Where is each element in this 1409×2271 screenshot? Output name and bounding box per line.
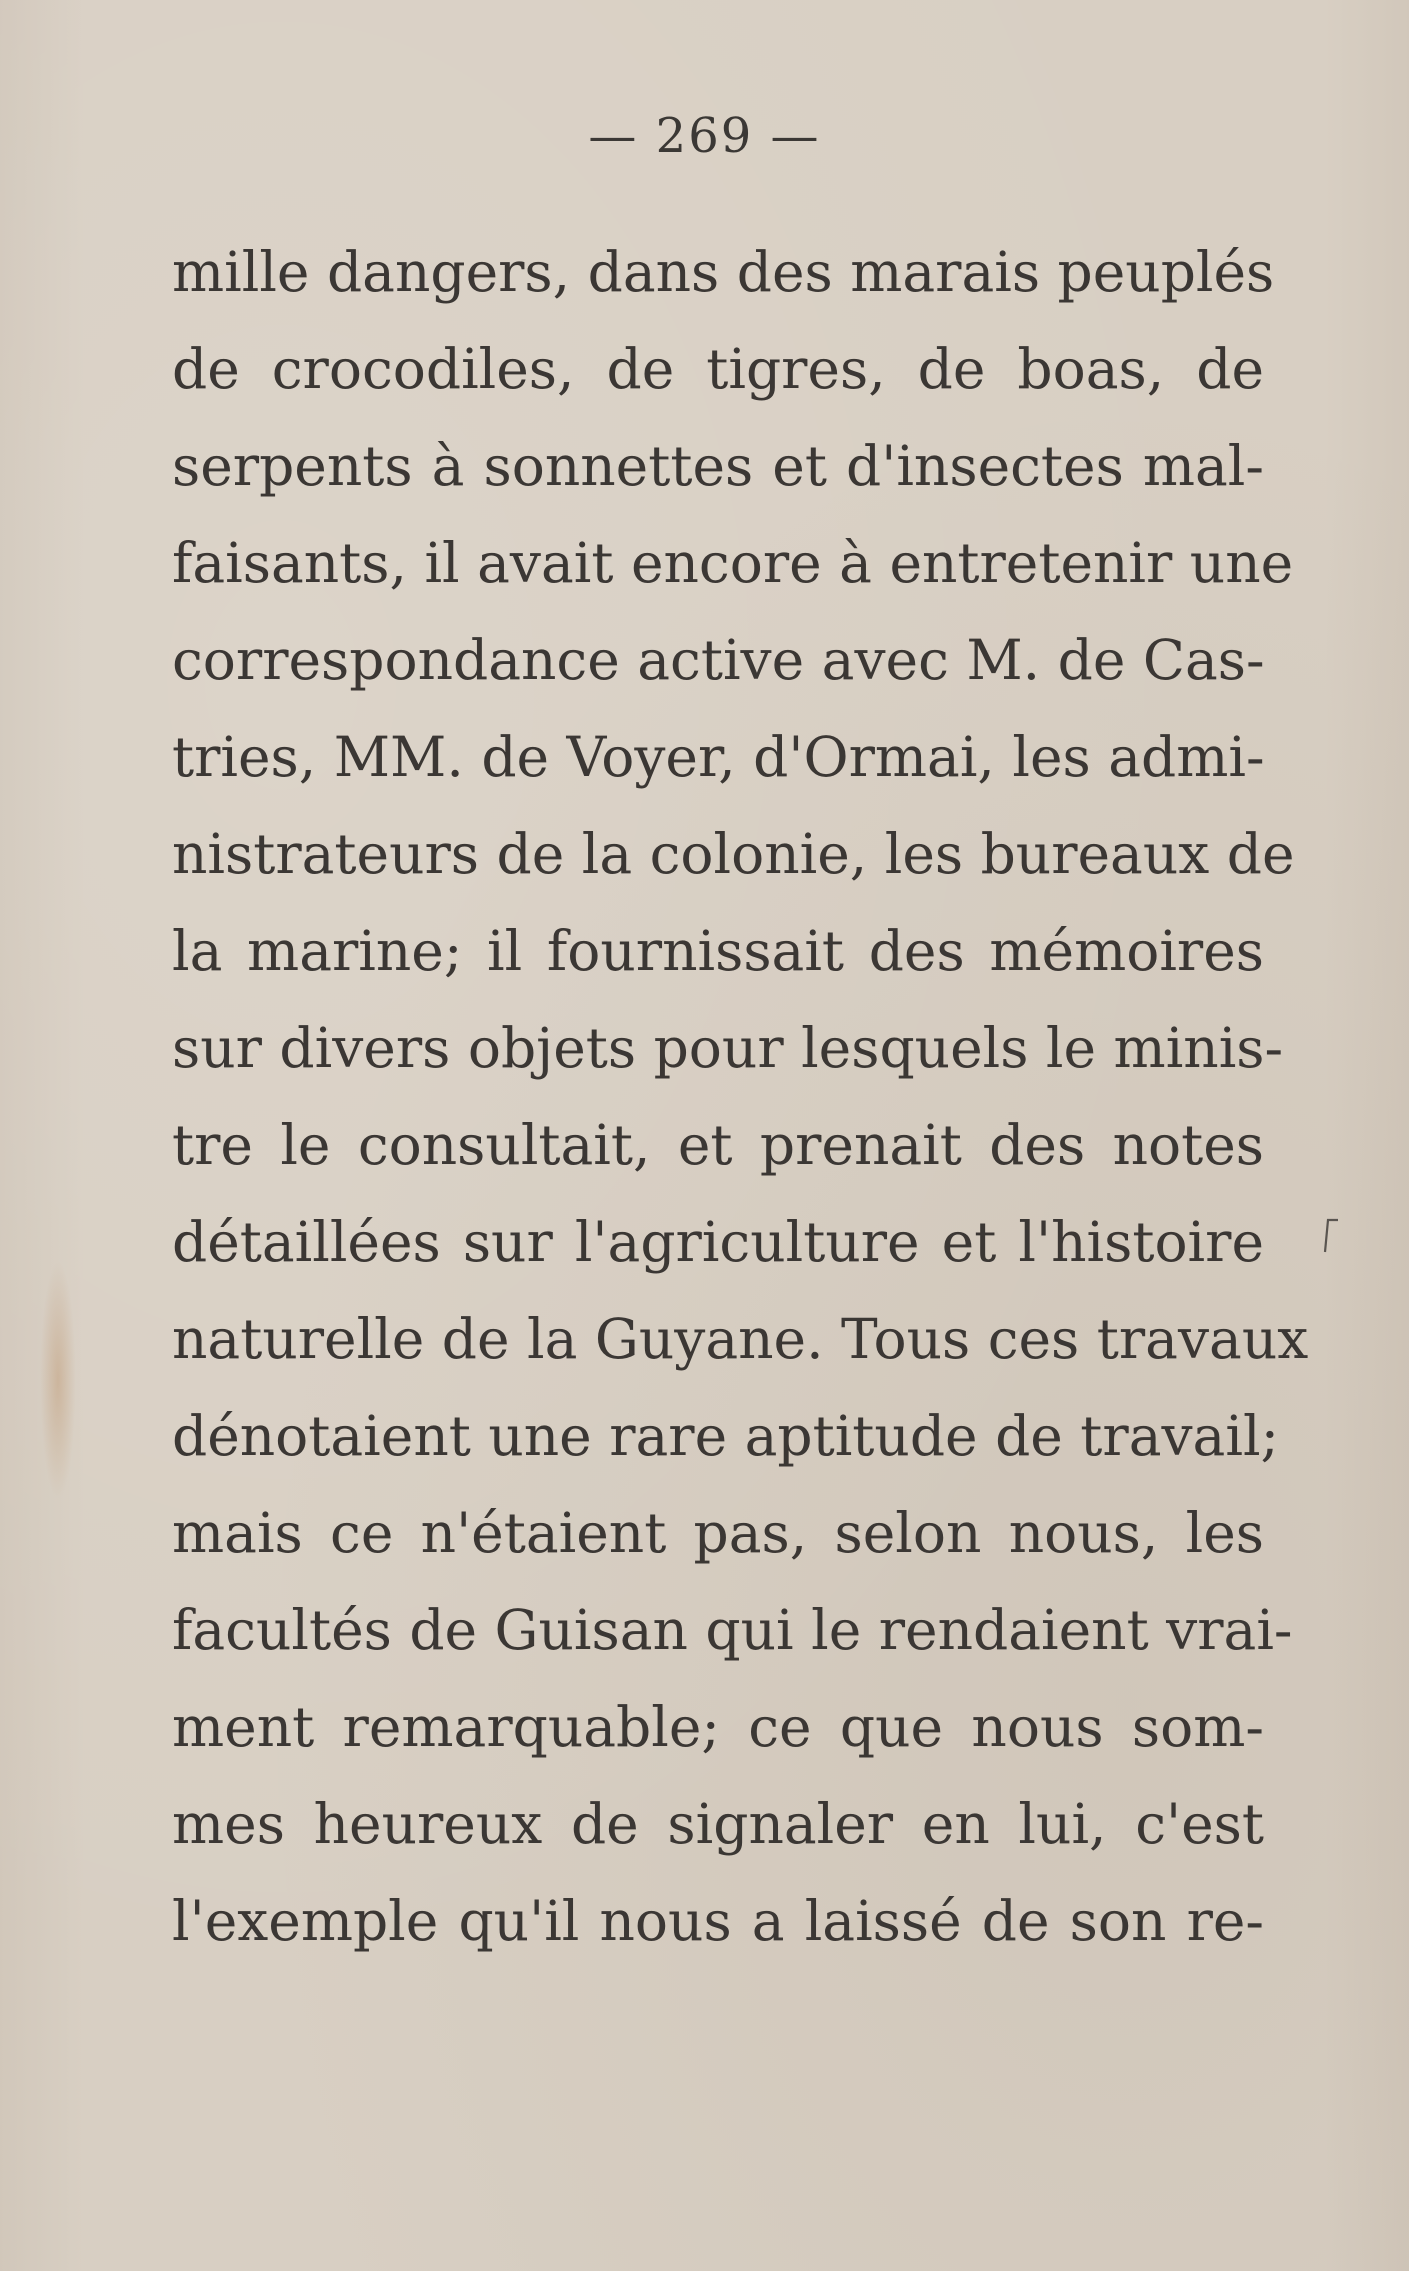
- text-line: mille dangers, dans des marais peuplés: [172, 240, 1275, 304]
- margin-bracket-icon: [1322, 1218, 1342, 1254]
- text-line: mais ce n'étaient pas, selon nous, les: [172, 1501, 1264, 1565]
- text-line: la marine; il fournissait des mémoires: [172, 919, 1264, 983]
- text-line: détaillées sur l'agriculture et l'histoire: [172, 1210, 1264, 1274]
- text-line: dénotaient une rare aptitude de travail;: [172, 1404, 1280, 1468]
- text-line: mes heureux de signaler en lui, c'est: [172, 1792, 1264, 1856]
- text-line: faisants, il avait encore à entretenir une: [172, 531, 1294, 595]
- text-line: correspondance active avec M. de Cas-: [172, 628, 1265, 692]
- text-line: nistrateurs de la colonie, les bureaux de: [172, 822, 1295, 886]
- page-number: — 269 —: [588, 108, 821, 164]
- text-line: facultés de Guisan qui le rendaient vrai-: [172, 1598, 1293, 1662]
- text-line: serpents à sonnettes et d'insectes mal-: [172, 434, 1264, 498]
- text-line: naturelle de la Guyane. Tous ces travaux: [172, 1307, 1309, 1371]
- text-line: tries, MM. de Voyer, d'Ormai, les admi-: [172, 725, 1265, 789]
- text-line: l'exemple qu'il nous a laissé de son re-: [172, 1889, 1264, 1953]
- body-text: [172, 224, 1309, 1970]
- text-line: sur divers objets pour lesquels le minis-: [172, 1016, 1284, 1080]
- text-line: tre le consultait, et prenait des notes: [172, 1113, 1264, 1177]
- paper-stain: [40, 1260, 76, 1500]
- text-line: ment remarquable; ce que nous som-: [172, 1695, 1264, 1759]
- text-line: de crocodiles, de tigres, de boas, de: [172, 337, 1264, 401]
